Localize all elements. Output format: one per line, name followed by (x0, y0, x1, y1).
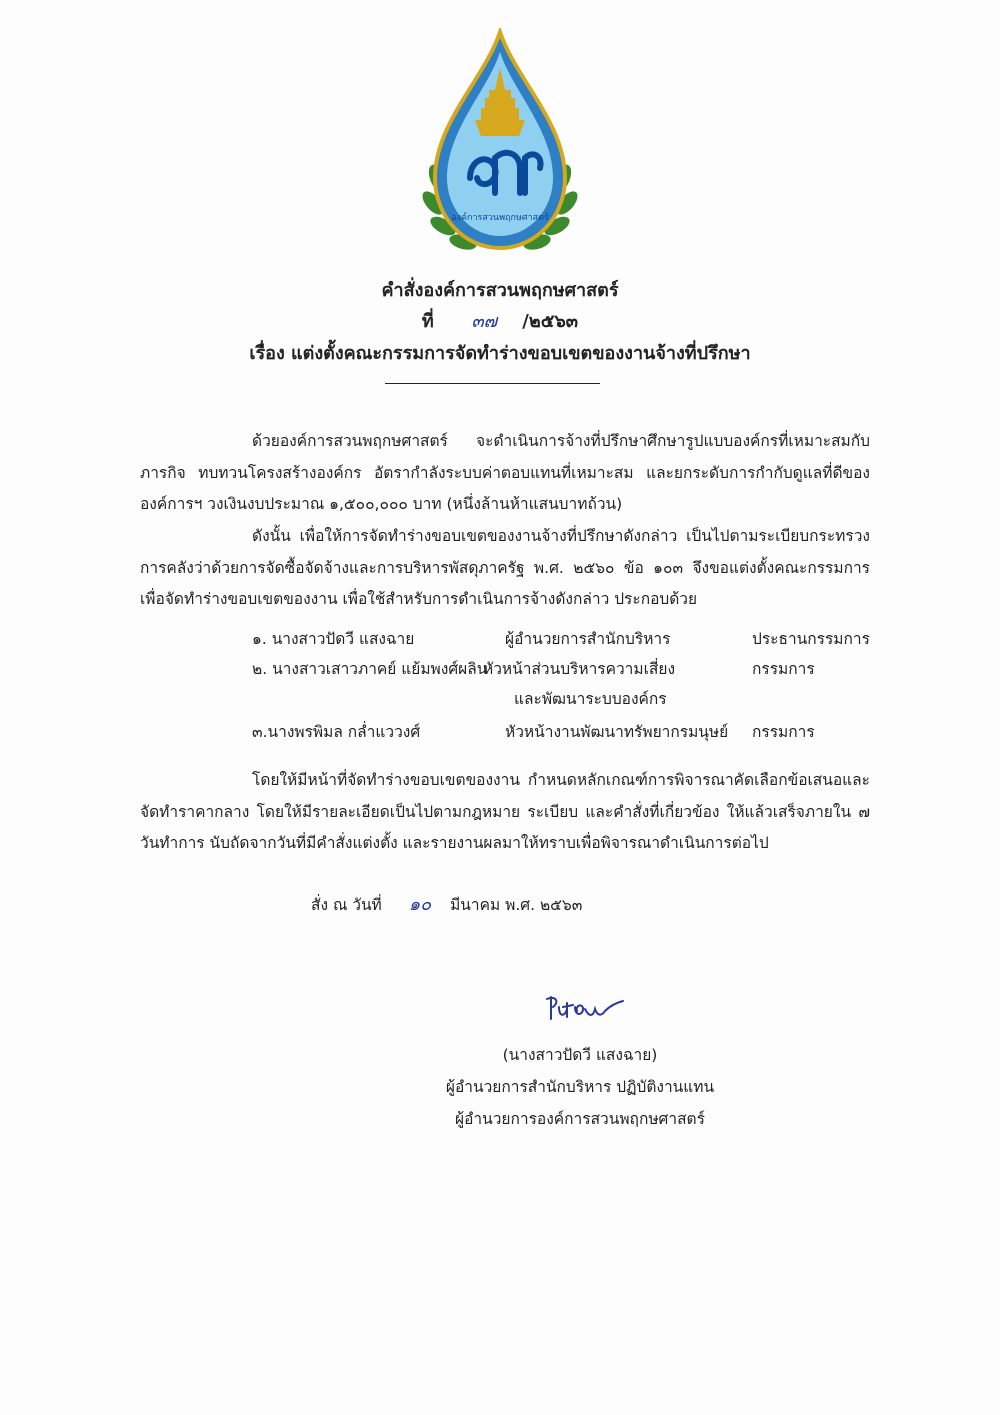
member-1-name: ๑. นางสาวปัดวี แสงฉาย (252, 630, 415, 648)
member-3-position: หัวหน้างานพัฒนาทรัพยากรมนุษย์ (505, 723, 729, 741)
order-date-day: ๑๐ (408, 894, 432, 915)
order-number-year: /๒๕๖๓ (522, 311, 579, 332)
member-2-role: กรรมการ (752, 660, 815, 678)
member-3-name: ๓.นางพรพิมล กล่ำแววงศ์ (252, 723, 421, 741)
document-title: คำสั่งองค์การสวนพฤกษศาสตร์ (381, 280, 619, 301)
svg-text:องค์การสวนพฤกษศาสตร์: องค์การสวนพฤกษศาสตร์ (451, 213, 549, 223)
member-1-role: ประธานกรรมการ (752, 630, 870, 648)
order-number-prefix: ที่ (421, 311, 434, 332)
member-2-position-line2: และพัฒนาระบบองค์กร (514, 690, 667, 708)
signature-icon (545, 993, 625, 1023)
member-2-position: หัวหน้าส่วนบริหารความเสี่ยง (483, 660, 676, 678)
agency-emblem-logo (415, 28, 585, 260)
order-date-month-year: มีนาคม พ.ศ. ๒๕๖๓ (450, 896, 583, 914)
signatory-name: (นางสาวปัดวี แสงฉาย) (502, 1046, 658, 1064)
divider (385, 383, 600, 384)
member-1-position: ผู้อำนวยการสำนักบริหาร (505, 630, 671, 648)
member-2-name: ๒. นางสาวเสาวภาคย์ แย้มพงศ์ผลิน (252, 660, 488, 678)
paragraph-2: ดังนั้น เพื่อให้การจัดทำร่างขอบเขตของงานจ้างที่ปรึกษาดังกล่าว เป็นไปตามระเบียบกระทรวงการคลังว่าด้วยการจัดซื้อจัดจ้างและการบริหารพัสดุภาครัฐ พ.ศ. ๒๕๖๐ ข้อ ๑๐๓ จึงขอแต่งตั้งคณะกรรมการเพื่อจัดทำร่างขอบเขตของงาน เพื่อใช้สำหรับการดำเนินการจ้างดังกล่าว ประกอบด้วย (140, 527, 870, 608)
order-date (311, 889, 590, 918)
order-number-handwritten: ๓๗ (471, 311, 498, 332)
signatory-title-2: ผู้อำนวยการองค์การสวนพฤกษศาสตร์ (455, 1110, 705, 1128)
paragraph-3: โดยให้มีหน้าที่จัดทำร่างขอบเขตของงาน กำหนดหลักเกณฑ์การพิจารณาคัดเลือกข้อเสนอและ จัดทำราคากลาง โดยให้มีรายละเอียดเป็นไปตามกฎหมาย ระเบียบ และคำสั่งที่เกี่ยวข้อง ให้แล้วเสร็จภายใน ๗ วันทำการ นับถัดจากวันที่มีคำสั่งแต่งตั้ง และรายงานผลมาให้ทราบเพื่อพิจารณาดำเนินการต่อไป (140, 771, 870, 852)
signatory-title-1: ผู้อำนวยการสำนักบริหาร ปฏิบัติงานแทน (445, 1078, 715, 1096)
document-subject: เรื่อง แต่งตั้งคณะกรรมการจัดทำร่างขอบเขตของงานจ้างที่ปรึกษา (249, 343, 751, 364)
member-3-role: กรรมการ (752, 723, 815, 741)
order-date-prefix: สั่ง ณ วันที่ (311, 896, 382, 914)
order-number (0, 306, 1000, 335)
paragraph-1: ด้วยองค์การสวนพฤกษศาสตร์ จะดำเนินการจ้างที่ปรึกษาศึกษารูปแบบองค์กรที่เหมาะสมกับภารกิจ ทบทวนโครงสร้างองค์กร อัตรากำลังระบบค่าตอบแทนที่เหมาะสม และยกระดับการกำกับดูแลที่ดีขององค์การฯ วงเงินงบประมาณ ๑,๕๐๐,๐๐๐ บาท (หนึ่งล้านห้าแสนบาทถ้วน) (140, 432, 870, 513)
